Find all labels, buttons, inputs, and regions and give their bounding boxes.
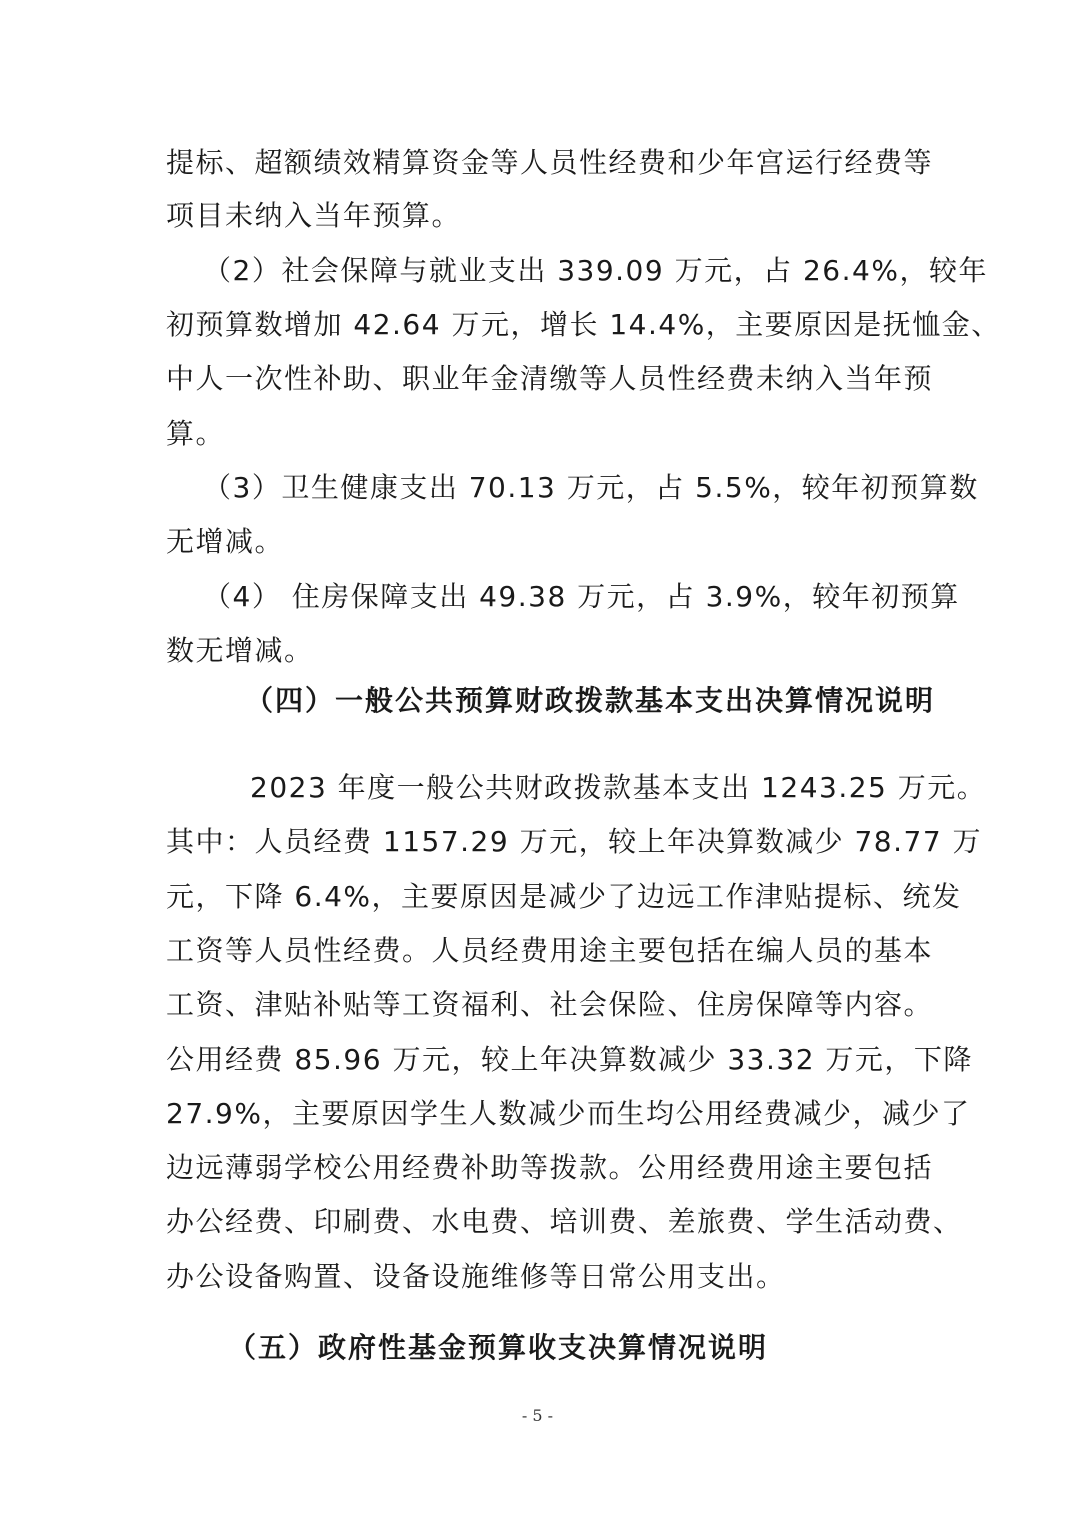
paragraph-line: 算。 <box>166 417 226 450</box>
paragraph-line: 工资、津贴补贴等工资福利、社会保险、住房保障等内容。 <box>166 988 934 1021</box>
paragraph-line: （3）卫生健康支出 70.13 万元，占 5.5%，较年初预算数 <box>203 471 979 504</box>
paragraph-line: （2）社会保障与就业支出 339.09 万元，占 26.4%，较年 <box>203 254 988 287</box>
paragraph-line: 公用经费 85.96 万元，较上年决算数减少 33.32 万元，下降 <box>166 1043 973 1076</box>
paragraph-line: 提标、超额绩效精算资金等人员性经费和少年宫运行经费等 <box>166 146 934 179</box>
section-heading: （五）政府性基金预算收支决算情况说明 <box>228 1331 769 1364</box>
paragraph-line: 项目未纳入当年预算。 <box>166 199 462 232</box>
paragraph-line: 中人一次性补助、职业年金清缴等人员性经费未纳入当年预 <box>166 362 934 395</box>
paragraph-line: （4） 住房保障支出 49.38 万元，占 3.9%，较年初预算 <box>203 580 960 613</box>
paragraph-line: 无增减。 <box>166 525 285 558</box>
paragraph-line: 2023 年度一般公共财政拨款基本支出 1243.25 万元。 <box>250 771 987 804</box>
paragraph-line: 27.9%，主要原因学生人数减少而生均公用经费减少，减少了 <box>166 1097 971 1130</box>
section-heading: （四）一般公共预算财政拨款基本支出决算情况说明 <box>245 684 936 717</box>
paragraph-line: 初预算数增加 42.64 万元，增长 14.4%，主要原因是抚恤金、 <box>166 308 1001 341</box>
paragraph-line: 其中：人员经费 1157.29 万元，较上年决算数减少 78.77 万 <box>166 825 983 858</box>
paragraph-line: 工资等人员性经费。人员经费用途主要包括在编人员的基本 <box>166 934 934 967</box>
paragraph-line: 办公经费、印刷费、水电费、培训费、差旅费、学生活动费、 <box>166 1205 963 1238</box>
paragraph-line: 数无增减。 <box>166 634 314 667</box>
paragraph-line: 元，下降 6.4%，主要原因是减少了边远工作津贴提标、统发 <box>166 880 962 913</box>
paragraph-line: 边远薄弱学校公用经费补助等拨款。公用经费用途主要包括 <box>166 1151 934 1184</box>
paragraph-line: 办公设备购置、设备设施维修等日常公用支出。 <box>166 1260 786 1293</box>
page-number: - 5 - <box>521 1406 554 1425</box>
